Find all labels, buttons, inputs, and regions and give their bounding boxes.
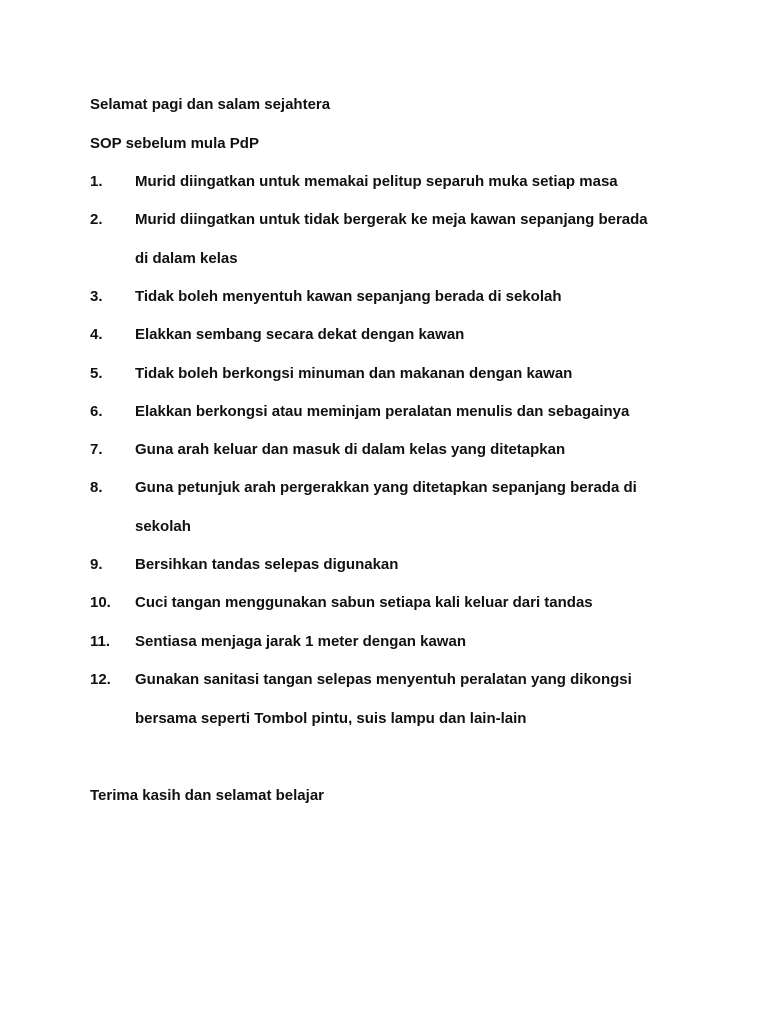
item-number: 11. xyxy=(90,633,111,650)
item-text: Elakkan berkongsi atau meminjam peralatan menulis dan sebagainya xyxy=(135,403,630,420)
item-text: Tidak boleh menyentuh kawan sepanjang berada di sekolah xyxy=(135,288,562,305)
item-text: Guna arah keluar dan masuk di dalam kelas yang ditetapkan xyxy=(135,441,566,458)
item-number: 5. xyxy=(90,365,103,382)
item-text: Sentiasa menjaga jarak 1 meter dengan kawan xyxy=(135,633,466,650)
item-text: Gunakan sanitasi tangan selepas menyentuh peralatan yang dikongsi xyxy=(135,671,632,688)
item-text: Murid diingatkan untuk tidak bergerak ke meja kawan sepanjang berada xyxy=(135,211,648,228)
item-number: 7. xyxy=(90,441,103,458)
item-number: 6. xyxy=(90,403,103,420)
item-text: Guna petunjuk arah pergerakkan yang ditetapkan sepanjang berada di xyxy=(135,479,637,496)
item-text-continued: bersama seperti Tombol pintu, suis lampu dan lain-lain xyxy=(135,710,527,727)
item-number: 8. xyxy=(90,479,103,496)
item-number: 2. xyxy=(90,211,103,228)
item-text: Tidak boleh berkongsi minuman dan makanan dengan kawan xyxy=(135,365,573,382)
item-text: Elakkan sembang secara dekat dengan kawan xyxy=(135,326,465,343)
item-text: Bersihkan tandas selepas digunakan xyxy=(135,556,399,573)
item-number: 9. xyxy=(90,556,103,573)
greeting-text: Selamat pagi dan salam sejahtera xyxy=(90,96,331,113)
item-number: 1. xyxy=(90,173,103,190)
sop-heading: SOP sebelum mula PdP xyxy=(90,135,259,152)
item-text: Cuci tangan menggunakan sabun setiapa kali keluar dari tandas xyxy=(135,594,593,611)
closing-text: Terima kasih dan selamat belajar xyxy=(90,787,325,804)
item-text: Murid diingatkan untuk memakai pelitup separuh muka setiap masa xyxy=(135,173,618,190)
item-number: 3. xyxy=(90,288,103,305)
item-number: 4. xyxy=(90,326,103,343)
item-number: 12. xyxy=(90,671,111,688)
item-text-continued: sekolah xyxy=(135,518,191,535)
item-number: 10. xyxy=(90,594,111,611)
item-text-continued: di dalam kelas xyxy=(135,250,238,267)
